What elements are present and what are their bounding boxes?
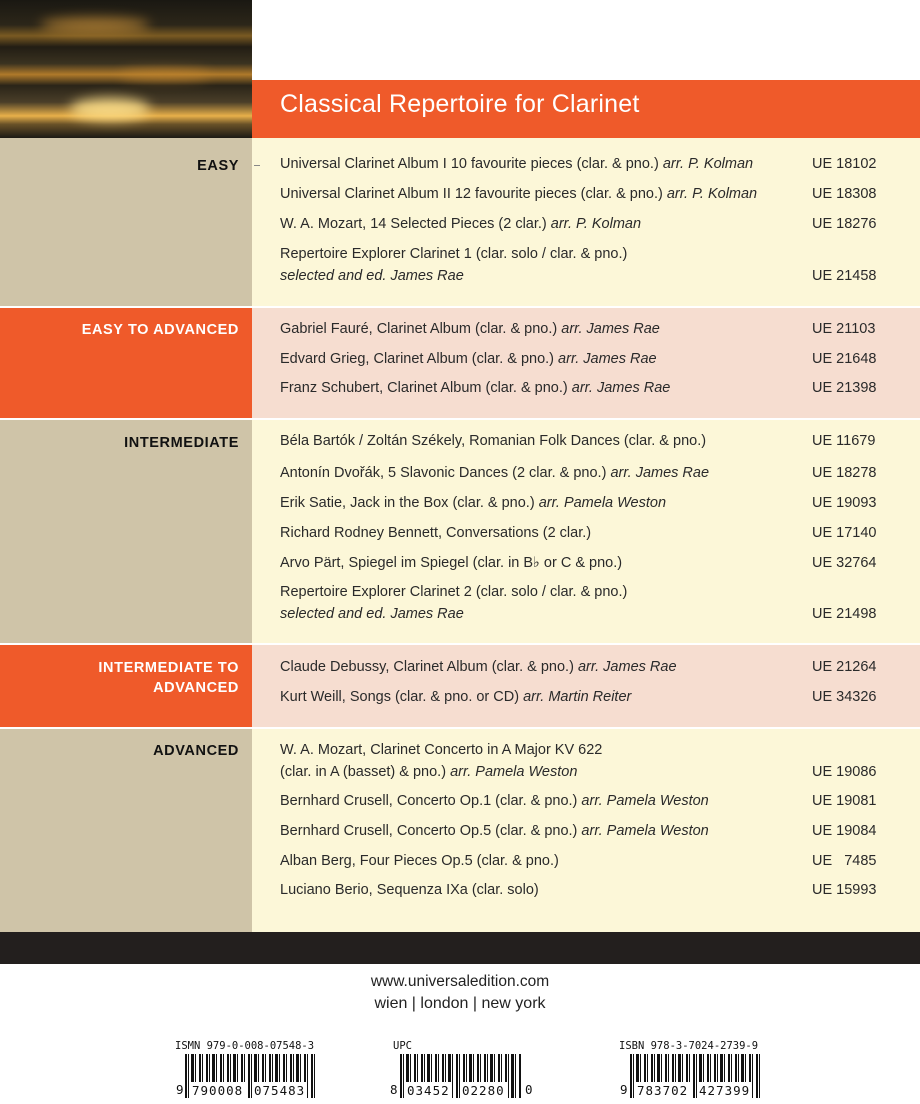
item-title: Kurt Weill, Songs (clar. & pno. or CD) [280,689,520,705]
item-arranger: arr. Martin Reiter [523,689,632,705]
list-item [280,879,815,901]
list-item [280,462,815,484]
barcode-digits: 783702 [637,1083,689,1098]
catalogue-number: UE 17140 [812,525,877,541]
list-item [280,552,815,574]
list-item [280,377,815,399]
item-arranger: arr. James Rae [577,659,677,675]
list-item [280,243,815,287]
list-item [280,522,815,544]
list-item [280,348,815,370]
barcode-digit: 9 [620,1082,628,1097]
item-arranger: arr. James Rae [610,465,710,481]
section-divider [0,727,920,729]
item-arranger: arr. Pamela Weston [538,495,667,511]
item-editor: selected and ed. James Rae [280,268,464,284]
item-title: Alban Berg, Four Pieces Op.5 (clar. & pno.) [280,853,559,869]
item-title: Antonín Dvořák, 5 Slavonic Dances (2 clar. & pno.) [280,465,607,481]
list-item [280,153,815,175]
catalogue-number: UE 18308 [812,186,877,202]
barcode-digit: 8 [390,1082,398,1097]
catalogue-number: UE 19084 [812,823,877,839]
category-easy: EASY [197,158,239,174]
item-title: Franz Schubert, Clarinet Album (clar. & pno.) [280,380,568,396]
ismn-label: ISMN 979-0-008-07548-3 [175,1040,315,1052]
item-title: Bernhard Crusell, Concerto Op.1 (clar. & pno.) [280,793,578,809]
category-advanced: ADVANCED [153,743,239,759]
upc-label: UPC [393,1040,412,1052]
item-arranger: arr. Pamela Weston [581,793,709,809]
item-title: Arvo Pärt, Spiegel im Spiegel (clar. in B♭ or C & pno.) [280,555,623,571]
list-item [280,850,815,872]
section-divider [0,418,920,420]
catalogue-number: UE 21458 [812,268,877,284]
item-title: Gabriel Fauré, Clarinet Album (clar. & pno.) [280,321,558,337]
catalogue-number: UE 19081 [812,793,877,809]
catalogue-number: UE 15993 [812,882,877,898]
list-item [280,213,815,235]
website-link[interactable]: www.universaledition.com [370,973,550,990]
list-item [280,492,815,514]
list-item [280,686,815,708]
barcode-digits: 790008 [192,1083,244,1098]
list-item [280,430,815,452]
item-editor: selected and ed. James Rae [280,606,464,622]
catalogue-number: UE 21498 [812,606,877,622]
category-column [0,138,252,932]
sunset-photo [0,0,252,138]
item-title: W. A. Mozart, Clarinet Concerto in A Major KV 622 [280,742,603,758]
item-arranger: arr. James Rae [558,351,657,367]
list-item [280,656,815,678]
category-line: INTERMEDIATE TO [98,660,239,676]
catalogue-number: UE 21648 [812,351,877,367]
catalogue-number: UE 34326 [812,689,877,705]
item-title: Edvard Grieg, Clarinet Album (clar. & pno.) [280,351,555,367]
item-title: Bernhard Crusell, Concerto Op.5 (clar. & pno.) [280,823,578,839]
barcode-digits: 02280 [462,1083,505,1098]
item-title: Luciano Berio, Sequenza IXa (clar. solo) [280,882,539,898]
catalogue-number: UE 7485 [812,853,877,869]
catalogue-number: UE 11679 [812,433,876,449]
publisher-cities: wien | london | new york [374,995,546,1012]
list-item [280,581,815,625]
section-divider [0,306,920,308]
barcode-digit: 0 [525,1082,533,1097]
barcode-digit: 9 [176,1082,184,1097]
catalogue-number: UE 21103 [812,321,876,337]
isbn-label: ISBN 978-3-7024-2739-9 [619,1040,759,1052]
item-arranger: arr. P. Kolman [550,216,642,232]
category-easy-to-advanced: EASY TO ADVANCED [81,322,239,338]
catalogue-number: UE 19086 [812,764,877,780]
footer-bar [0,932,920,964]
catalogue-number: UE 21398 [812,380,877,396]
catalogue-number: UE 18276 [812,216,877,232]
barcode-digits: 075483 [254,1083,306,1098]
item-title: W. A. Mozart, 14 Selected Pieces (2 clar.) [280,216,547,232]
item-title: Repertoire Explorer Clarinet 1 (clar. solo / clar. & pno.) [280,246,628,262]
page-title: Classical Repertoire for Clarinet [280,90,640,118]
item-arranger: arr. P. Kolman [662,156,754,172]
item-title: Richard Rodney Bennett, Conversations (2 clar.) [280,525,592,541]
item-title: Repertoire Explorer Clarinet 2 (clar. solo / clar. & pno.) [280,584,628,600]
list-item [280,183,815,205]
item-title: Universal Clarinet Album I 10 favourite pieces (clar. & pno.) [280,156,659,172]
category-intermediate-to-advanced [0,658,239,698]
barcode-digits: 03452 [407,1083,450,1098]
item-title: Béla Bartók / Zoltán Székely, Romanian Folk Dances (clar. & pno.) [280,433,707,449]
item-arranger: arr. James Rae [571,380,671,396]
item-title: Claude Debussy, Clarinet Album (clar. & pno.) [280,659,574,675]
catalogue-number: UE 18102 [812,156,877,172]
list-item [280,820,815,842]
section-divider [0,643,920,645]
catalogue-number: UE 32764 [812,555,877,571]
item-arranger: arr. Pamela Weston [450,764,578,780]
barcode-digits: 427399 [699,1083,751,1098]
list-item [280,318,815,340]
item-title: Erik Satie, Jack in the Box (clar. & pno.) [280,495,535,511]
tick-mark [254,165,260,166]
item-arranger: arr. P. Kolman [666,186,758,202]
catalogue-number: UE 19093 [812,495,877,511]
list-item [280,790,815,812]
catalogue-number: UE 18278 [812,465,877,481]
list-item [280,739,815,783]
item-title: Universal Clarinet Album II 12 favourite pieces (clar. & pno.) [280,186,663,202]
category-intermediate: INTERMEDIATE [124,435,239,451]
item-arranger: arr. James Rae [561,321,660,337]
item-arranger: arr. Pamela Weston [581,823,709,839]
catalogue-number: UE 21264 [812,659,877,675]
category-line: ADVANCED [153,680,239,696]
item-subtitle: (clar. in A (basset) & pno.) [280,764,447,780]
